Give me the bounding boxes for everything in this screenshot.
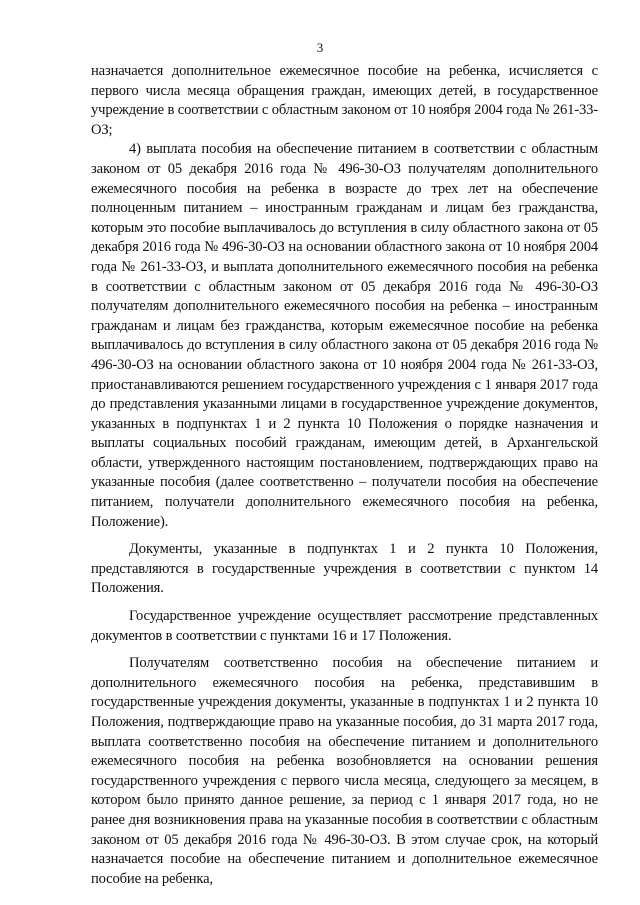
- paragraph-documents: Документы, указанные в подпунктах 1 и 2 пункта 10 Положения, представляются в государственные учреждения в соответствии с пунктом 14 Положения.: [91, 541, 598, 597]
- paragraph-item-4: 4) выплата пособия на обеспечение питанием в соответствии с областным законом от 05 декабря 2016 года № 496-30-ОЗ получателям дополнительного ежемесячного пособия на ребенка в возрасте до трех лет на обеспечение полноценным питанием – иностранным гражданам и лицам без гражданства, которым это пособие выплачивалось до вступления в силу областного закона от 05 декабря 2016 года № 496-30-ОЗ на основании областного закона от 10 ноября 2004 года № 261-33-ОЗ, и выплата дополнительного ежемесячного пособия на ребенка в соответствии с областным законом от 05 декабря 2016 года № 496-30-ОЗ получателям дополнительного ежемесячного пособия на ребенка – иностранным гражданам и лицам без гражданства, которым ежемесячное пособие на ребенка выплачивалось до вступления в силу областного закона от 05 декабря 2016 года № 496-30-ОЗ на основании областного закона от 10 ноября 2004 года № 261-33-ОЗ, приостанавливаются решением государственного учреждения с 1 января 2017 года до представления указанными лицами в государственное учреждение документов, указанных в подпунктах 1 и 2 пункта 10 Положения о порядке назначения и выплаты социальных пособий гражданам, имеющим детей, в Архангельской области, утвержденного настоящим постановлением, подтверждающих право на указанные пособия (далее соответственно – получатели пособия на обеспечение питанием, получатели дополнительного ежемесячного пособия на ребенка, Положение).: [91, 141, 598, 530]
- page-number: 3: [316, 40, 324, 55]
- paragraph-review: Государственное учреждение осуществляет рассмотрение представленных документов в соответствии с пунктами 16 и 17 Положения.: [91, 608, 598, 644]
- paragraph-continuation: назначается дополнительное ежемесячное пособие на ребенка, исчисляется с первого числа месяца обращения граждан, имеющих детей, в государственное учреждение в соответствии с областным законом от 10 ноября 2004 года № 261-33-ОЗ;: [91, 63, 598, 138]
- document-body: [91, 62, 598, 889]
- paragraph-recipients: Получателям соответственно пособия на обеспечение питанием и дополнительного ежемесячного пособия на ребенка, представившим в государственные учреждения документы, указанные в подпунктах 1 и 2 пункта 10 Положения, подтверждающие право на указанные пособия, до 31 марта 2017 года, выплата соответственно пособия на обеспечение питанием и дополнительного ежемесячного пособия на ребенка возобновляется на основании решения государственного учреждения с первого числа месяца, следующего за месяцем, в котором было принято данное решение, за период с 1 января 2017 года, но не ранее дня возникновения права на указанные пособия в соответствии с областным законом от 05 декабря 2016 года № 496-30-ОЗ. В этом случае срок, на который назначается пособие на обеспечение питанием и дополнительное ежемесячное пособие на ребенка,: [91, 655, 598, 887]
